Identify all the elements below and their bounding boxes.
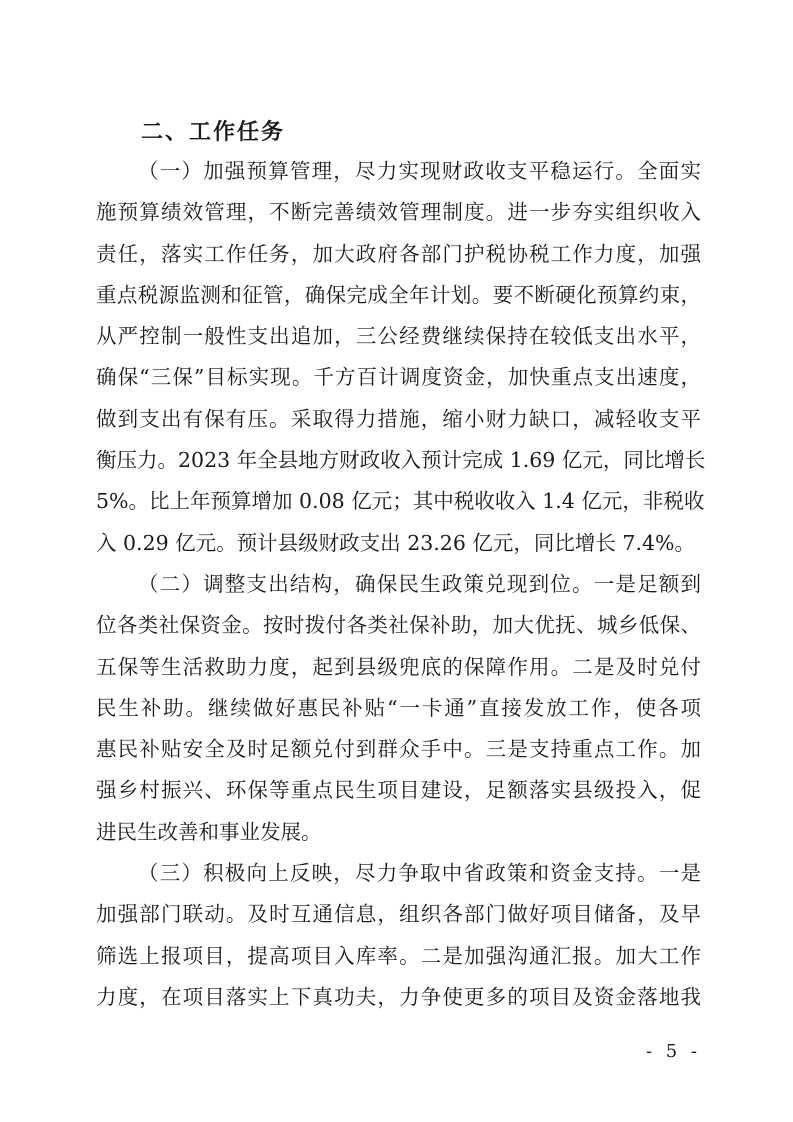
- page-number: - 5 -: [645, 1041, 701, 1062]
- text-line: 从严控制一般性支出追加，三公经费继续保持在较低支出水平，: [96, 324, 701, 349]
- text-line: 力度，在项目落实上下真功夫，力争使更多的项目及资金落地我: [96, 984, 701, 1009]
- text-line: 进民生改善和事业发展。: [96, 819, 322, 844]
- text-line: 加强部门联动。及时互通信息，组织各部门做好项目储备，及早: [96, 902, 701, 927]
- text-line: 衡压力。2023 年全县地方财政收入预计完成 1.69 亿元，同比增长: [96, 448, 706, 473]
- text-line: 位各类社保资金。按时拨付各类社保补助，加大优抚、城乡低保、: [96, 613, 701, 638]
- text-line: （一）加强预算管理，尽力实现财政收支平稳运行。全面实: [138, 159, 701, 183]
- text-line: 责任，落实工作任务，加大政府各部门护税协税工作力度，加强: [96, 241, 701, 266]
- text-line: （二）调整支出结构，确保民生政策兑现到位。一是足额到: [138, 571, 701, 596]
- text-line: 5%。比上年预算增加 0.08 亿元；其中税收收入 1.4 亿元，非税收: [96, 489, 705, 514]
- text-line: 筛选上报项目，提高项目入库率。二是加强沟通汇报。加大工作: [96, 943, 701, 968]
- text-line: 施预算绩效管理，不断完善绩效管理制度。进一步夯实组织收入: [96, 200, 701, 225]
- text-line: （三）积极向上反映，尽力争取中省政策和资金支持。一是: [138, 861, 701, 886]
- text-line: 民生补助。继续做好惠民补贴“一卡通”直接发放工作，使各项: [96, 695, 701, 720]
- text-line: 做到支出有保有压。采取得力措施，缩小财力缺口，减轻收支平: [96, 406, 701, 431]
- text-line: 确保“三保”目标实现。千方百计调度资金，加快重点支出速度，: [96, 365, 701, 390]
- text-line: 五保等生活救助力度，起到县级兜底的保障作用。二是及时兑付: [96, 654, 701, 679]
- section-heading: 二、工作任务: [141, 120, 286, 145]
- text-line: 入 0.29 亿元。预计县级财政支出 23.26 亿元，同比增长 7.4%。: [96, 530, 695, 555]
- body-text: [96, 151, 706, 1018]
- text-line: 重点税源监测和征管，确保完成全年计划。要不断硬化预算约束，: [96, 282, 701, 307]
- text-line: 强乡村振兴、环保等重点民生项目建设，足额落实县级投入，促: [96, 778, 701, 803]
- text-line: 惠民补贴安全及时足额兑付到群众手中。三是支持重点工作。加: [96, 737, 701, 762]
